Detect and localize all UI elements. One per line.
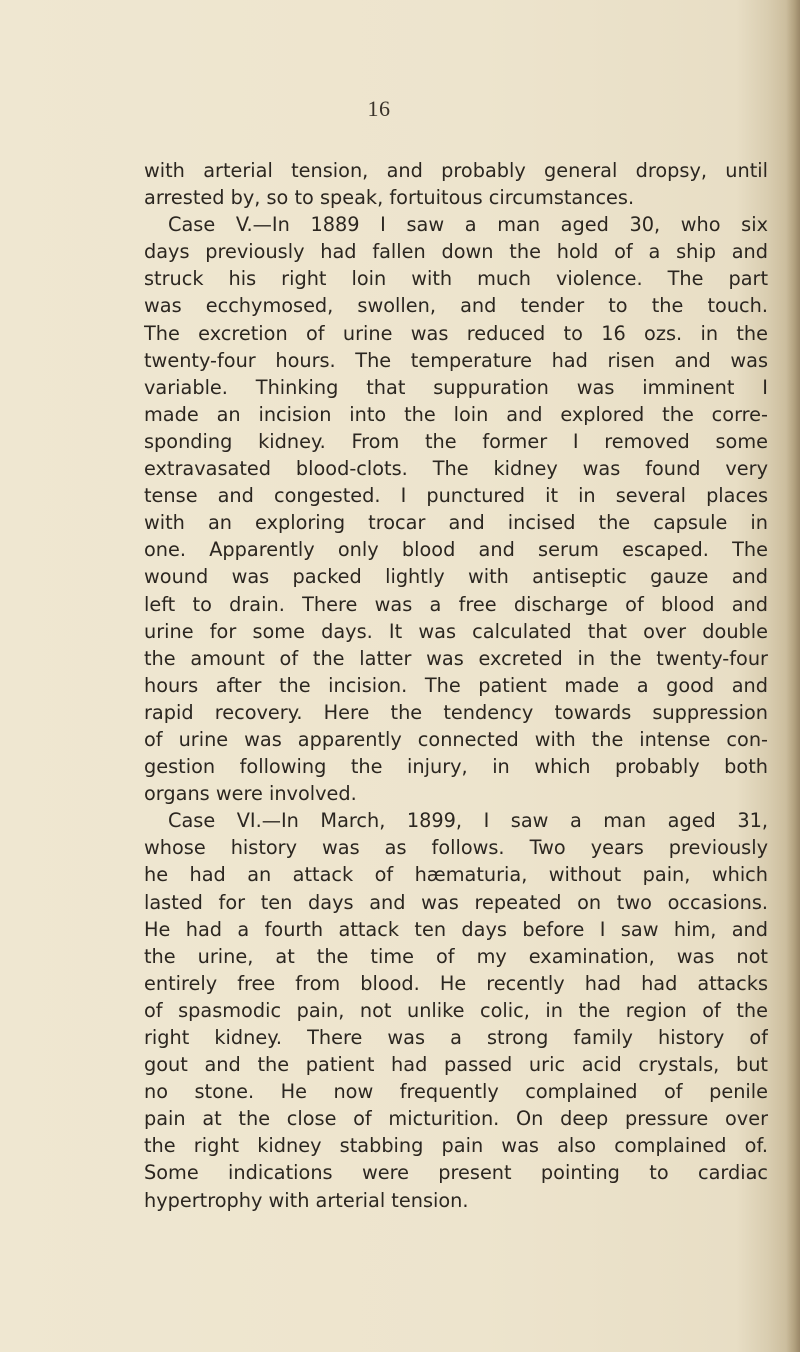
text-line: with an exploring trocar and incised the capsule in	[144, 511, 768, 535]
text-line: organs were involved.	[144, 782, 357, 806]
text-line: lasted for ten days and was repeated on two occasions.	[144, 890, 768, 914]
text-line: extravasated blood-clots. The kidney was found very	[144, 457, 768, 481]
text-line: right kidney. There was a strong family history of	[144, 1026, 768, 1049]
text-line: whose history was as follows. Two years previously	[144, 836, 768, 860]
text-line: He had a fourth attack ten days before I saw him, and	[144, 917, 768, 941]
text-line: of urine was apparently connected with the intense con-	[144, 727, 768, 751]
text-line: one. Apparently only blood and serum escaped. The	[144, 538, 768, 562]
text-line: entirely free from blood. He recently had had attacks	[144, 971, 768, 995]
text-line: the amount of the latter was excreted in the twenty-four	[144, 646, 768, 670]
page-number: 16	[367, 96, 391, 121]
text-line: tense and congested. I punctured it in several places	[144, 484, 768, 508]
text-line: The excretion of urine was reduced to 16 ozs. in the	[144, 321, 768, 345]
text-line: hypertrophy with arterial tension.	[144, 1188, 469, 1212]
text-line: wound was packed lightly with antiseptic gauze and	[144, 565, 768, 589]
text-line: urine for some days. It was calculated that over double	[144, 619, 768, 643]
text-line: rapid recovery. Here the tendency towards suppression	[144, 700, 768, 724]
text-line: sponding kidney. From the former I removed some	[144, 429, 768, 453]
text-line: no stone. He now frequently complained of penile	[144, 1080, 768, 1104]
text-line: struck his right loin with much violence. The part	[144, 267, 768, 291]
text-line: twenty-four hours. The temperature had risen and was	[144, 348, 768, 372]
text-line: made an incision into the loin and explored the corre-	[144, 402, 768, 426]
text-line: left to drain. There was a free discharge of blood and	[144, 592, 768, 616]
text-line: gout and the patient had passed uric acid crystals, but	[144, 1053, 768, 1077]
text-line: the right kidney stabbing pain was also complained of.	[144, 1134, 768, 1158]
text-line: hours after the incision. The patient made a good and	[144, 673, 768, 697]
page-edge-shadow	[786, 0, 800, 1352]
text-line: variable. Thinking that suppuration was imminent I	[144, 375, 768, 399]
text-line: Some indications were present pointing to cardiac	[144, 1161, 768, 1185]
text-line: the urine, at the time of my examination, was not	[144, 944, 768, 968]
text-line: arrested by, so to speak, fortuitous circumstances.	[144, 186, 635, 210]
text-line: of spasmodic pain, not unlike colic, in the region of the	[144, 998, 768, 1022]
text-line: Case VI.—In March, 1899, I saw a man aged 31,	[168, 809, 768, 833]
text-line: was ecchymosed, swollen, and tender to the touch.	[144, 294, 768, 318]
text-line: days previously had fallen down the hold of a ship and	[144, 240, 768, 264]
text-line: gestion following the injury, in which probably both	[144, 755, 768, 779]
body-text	[144, 157, 768, 1214]
text-line: with arterial tension, and probably general dropsy, until	[144, 159, 768, 182]
text-line: he had an attack of hæmaturia, without pain, which	[144, 863, 768, 887]
text-line: pain at the close of micturition. On deep pressure over	[144, 1107, 768, 1131]
text-line: Case V.—In 1889 I saw a man aged 30, who six	[168, 213, 768, 237]
